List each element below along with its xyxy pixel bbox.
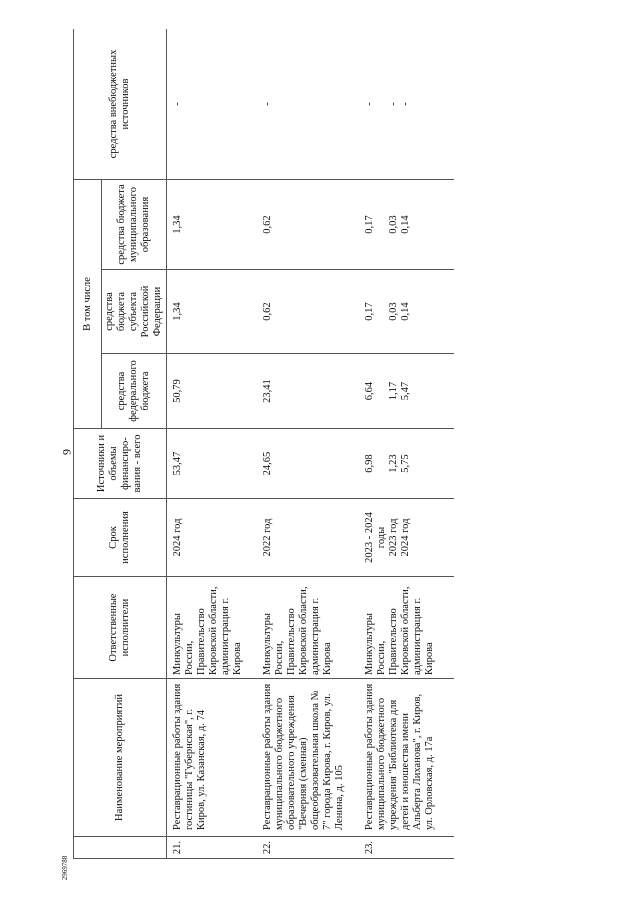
municipal: 1,34 xyxy=(172,215,183,234)
regional: 0,62 xyxy=(262,302,273,321)
regional: 0,14 xyxy=(400,302,411,321)
federal-cell xyxy=(364,354,454,429)
regional-cell xyxy=(262,270,364,354)
term-cell xyxy=(262,499,364,577)
event-name: Реставрационные работы здания гостиницы "Губернская", г. Киров, ул. Казанская, д. 74 xyxy=(167,679,263,837)
municipal: 0,62 xyxy=(262,215,273,234)
extra: - xyxy=(364,102,375,106)
federal: 23,41 xyxy=(262,379,273,403)
total: 24,65 xyxy=(262,451,273,476)
term-cell xyxy=(364,499,454,577)
header-including: В том числе xyxy=(74,179,102,428)
header-term: Срок исполнения xyxy=(74,499,167,577)
document-code: 2969788 xyxy=(61,855,69,881)
header-responsible: Ответственные исполнители xyxy=(74,577,167,679)
extra: - xyxy=(262,29,364,179)
responsible: Минкультуры России, Правительство Кировской области, администрация г. Кирова xyxy=(364,577,454,679)
extra: - xyxy=(400,102,411,106)
term: 2023 год xyxy=(388,518,399,557)
page-number: 9 xyxy=(59,449,74,455)
extra-cell xyxy=(364,29,454,179)
term-cell xyxy=(167,499,263,577)
federal: 6,64 xyxy=(364,381,375,401)
row-number: 22. xyxy=(262,837,364,859)
total-cell xyxy=(262,429,364,499)
total: 1,23 xyxy=(388,454,399,473)
municipal-cell xyxy=(167,179,263,269)
header-name: Наименование мероприятий xyxy=(74,679,167,837)
event-name: Реставрационные работы здания муниципального бюджетного учреждения "Библиотека для детей и юношества имени Альберта Лиханова", г. Киров, ул. Орловская, д. 17а xyxy=(364,679,454,837)
regional: 0,03 xyxy=(388,302,399,321)
extra: - xyxy=(167,29,263,179)
table-viewport xyxy=(73,29,613,859)
responsible: Минкультуры России, Правительство Кировской области, администрация г. Кирова xyxy=(167,577,263,679)
total: 6,98 xyxy=(364,454,375,473)
federal-cell xyxy=(262,354,364,429)
financing-table xyxy=(73,29,454,859)
regional: 0,17 xyxy=(364,302,375,321)
total-cell xyxy=(364,429,454,499)
federal: 50,79 xyxy=(172,379,183,403)
row-number: 23. xyxy=(364,837,454,859)
table-row xyxy=(167,29,263,859)
event-name: Реставрационные работы здания муниципального бюджетного образовательного учреждения "Вечерняя (сменная) общеобразовательная школа № 7" города Кирова, г. Киров, ул. Ленина, д. 105 xyxy=(262,679,364,837)
municipal: 0,17 xyxy=(364,215,375,234)
federal: 1,17 xyxy=(388,381,399,401)
term: 2024 год xyxy=(400,518,411,557)
municipal-cell xyxy=(262,179,364,269)
header-regional: средства бюджета субъекта Российской Федерации xyxy=(102,270,167,354)
rotated-page xyxy=(73,29,613,859)
municipal: 0,14 xyxy=(400,215,411,234)
regional: 1,34 xyxy=(172,302,183,321)
header-extra: средства внебюджетных источников xyxy=(74,29,167,179)
header-num xyxy=(74,837,167,859)
header-federal: средства федерального бюджета xyxy=(102,354,167,429)
municipal-cell xyxy=(364,179,454,269)
responsible: Минкультуры России, Правительство Кировской области, администрация г. Кирова xyxy=(262,577,364,679)
regional-cell xyxy=(167,270,263,354)
total: 53,47 xyxy=(172,451,183,476)
regional-cell xyxy=(364,270,454,354)
term: 2024 год xyxy=(172,518,183,557)
total: 5,75 xyxy=(400,454,411,473)
table-row xyxy=(364,29,454,859)
federal: 5,47 xyxy=(400,381,411,401)
municipal: 0,03 xyxy=(388,215,399,234)
header-total: Источники и объемы финансиро-вания - всего xyxy=(74,429,167,499)
row-number: 21. xyxy=(167,837,263,859)
table-row xyxy=(262,29,364,859)
term: 2022 год xyxy=(262,518,273,557)
term: 2023 - 2024 годы xyxy=(364,512,387,563)
header-municipal: средства бюджета муниципального образования xyxy=(102,179,167,269)
extra: - xyxy=(388,102,399,106)
total-cell xyxy=(167,429,263,499)
federal-cell xyxy=(167,354,263,429)
